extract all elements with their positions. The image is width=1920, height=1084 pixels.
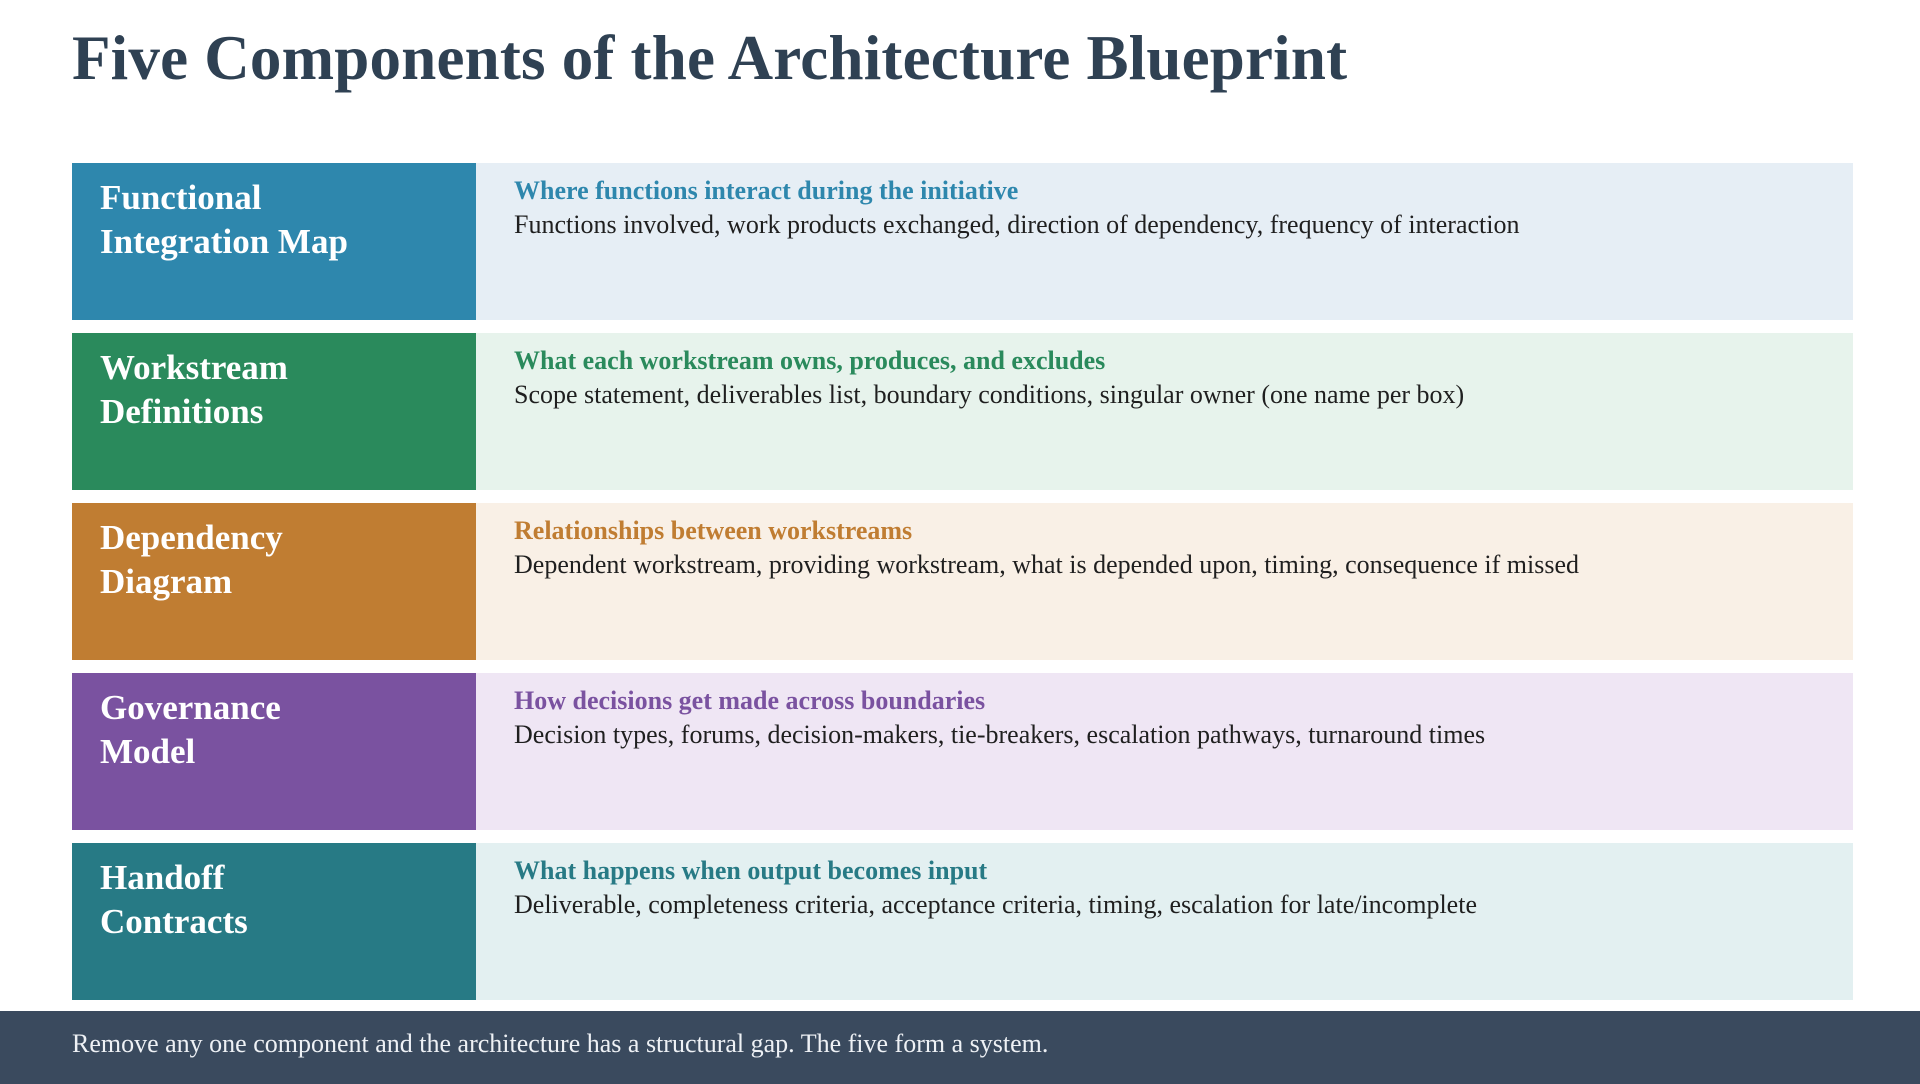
component-label-line1: Governance: [100, 688, 281, 727]
component-row-governance-model: [72, 673, 1853, 830]
component-detail: [476, 673, 1853, 830]
component-row-workstream-definitions: [72, 333, 1853, 490]
component-label-line1: Dependency: [100, 518, 283, 557]
page-title: Five Components of the Architecture Blueprint: [72, 23, 1348, 93]
component-label-line1: Functional: [100, 178, 262, 217]
component-heading: What each workstream owns, produces, and excludes: [514, 346, 1106, 375]
component-heading: Where functions interact during the initiative: [514, 176, 1019, 205]
component-label-line1: Handoff: [100, 858, 225, 897]
component-description: Scope statement, deliverables list, boundary conditions, singular owner (one name per box): [514, 380, 1465, 409]
component-label-line2: Model: [100, 732, 196, 771]
component-heading: How decisions get made across boundaries: [514, 686, 986, 715]
component-label-line2: Diagram: [100, 562, 233, 601]
footer-text: Remove any one component and the architecture has a structural gap. The five form a system.: [72, 1029, 1049, 1058]
component-label-line2: Definitions: [100, 392, 264, 431]
component-label: [72, 333, 476, 490]
component-description: Decision types, forums, decision-makers, tie-breakers, escalation pathways, turnaround times: [514, 720, 1486, 749]
component-row-functional-integration-map: [72, 163, 1853, 320]
component-detail: [476, 503, 1853, 660]
component-detail: [476, 163, 1853, 320]
component-label: [72, 163, 476, 320]
component-row-dependency-diagram: [72, 503, 1853, 660]
component-heading: Relationships between workstreams: [514, 516, 913, 545]
component-label-line2: Contracts: [100, 902, 248, 941]
component-label: [72, 673, 476, 830]
components-list: [72, 163, 1853, 1000]
component-label: [72, 843, 476, 1000]
component-detail: [476, 843, 1853, 1000]
component-detail: [476, 333, 1853, 490]
component-heading: What happens when output becomes input: [514, 856, 988, 885]
component-description: Functions involved, work products exchanged, direction of dependency, frequency of interaction: [514, 210, 1520, 239]
component-row-handoff-contracts: [72, 843, 1853, 1000]
component-label-line1: Workstream: [100, 348, 288, 387]
component-description: Deliverable, completeness criteria, acceptance criteria, timing, escalation for late/incomplete: [514, 890, 1477, 919]
component-label: [72, 503, 476, 660]
footer-banner: [0, 1011, 1920, 1084]
component-label-line2: Integration Map: [100, 222, 348, 261]
component-description: Dependent workstream, providing workstream, what is depended upon, timing, consequence if missed: [514, 550, 1580, 579]
